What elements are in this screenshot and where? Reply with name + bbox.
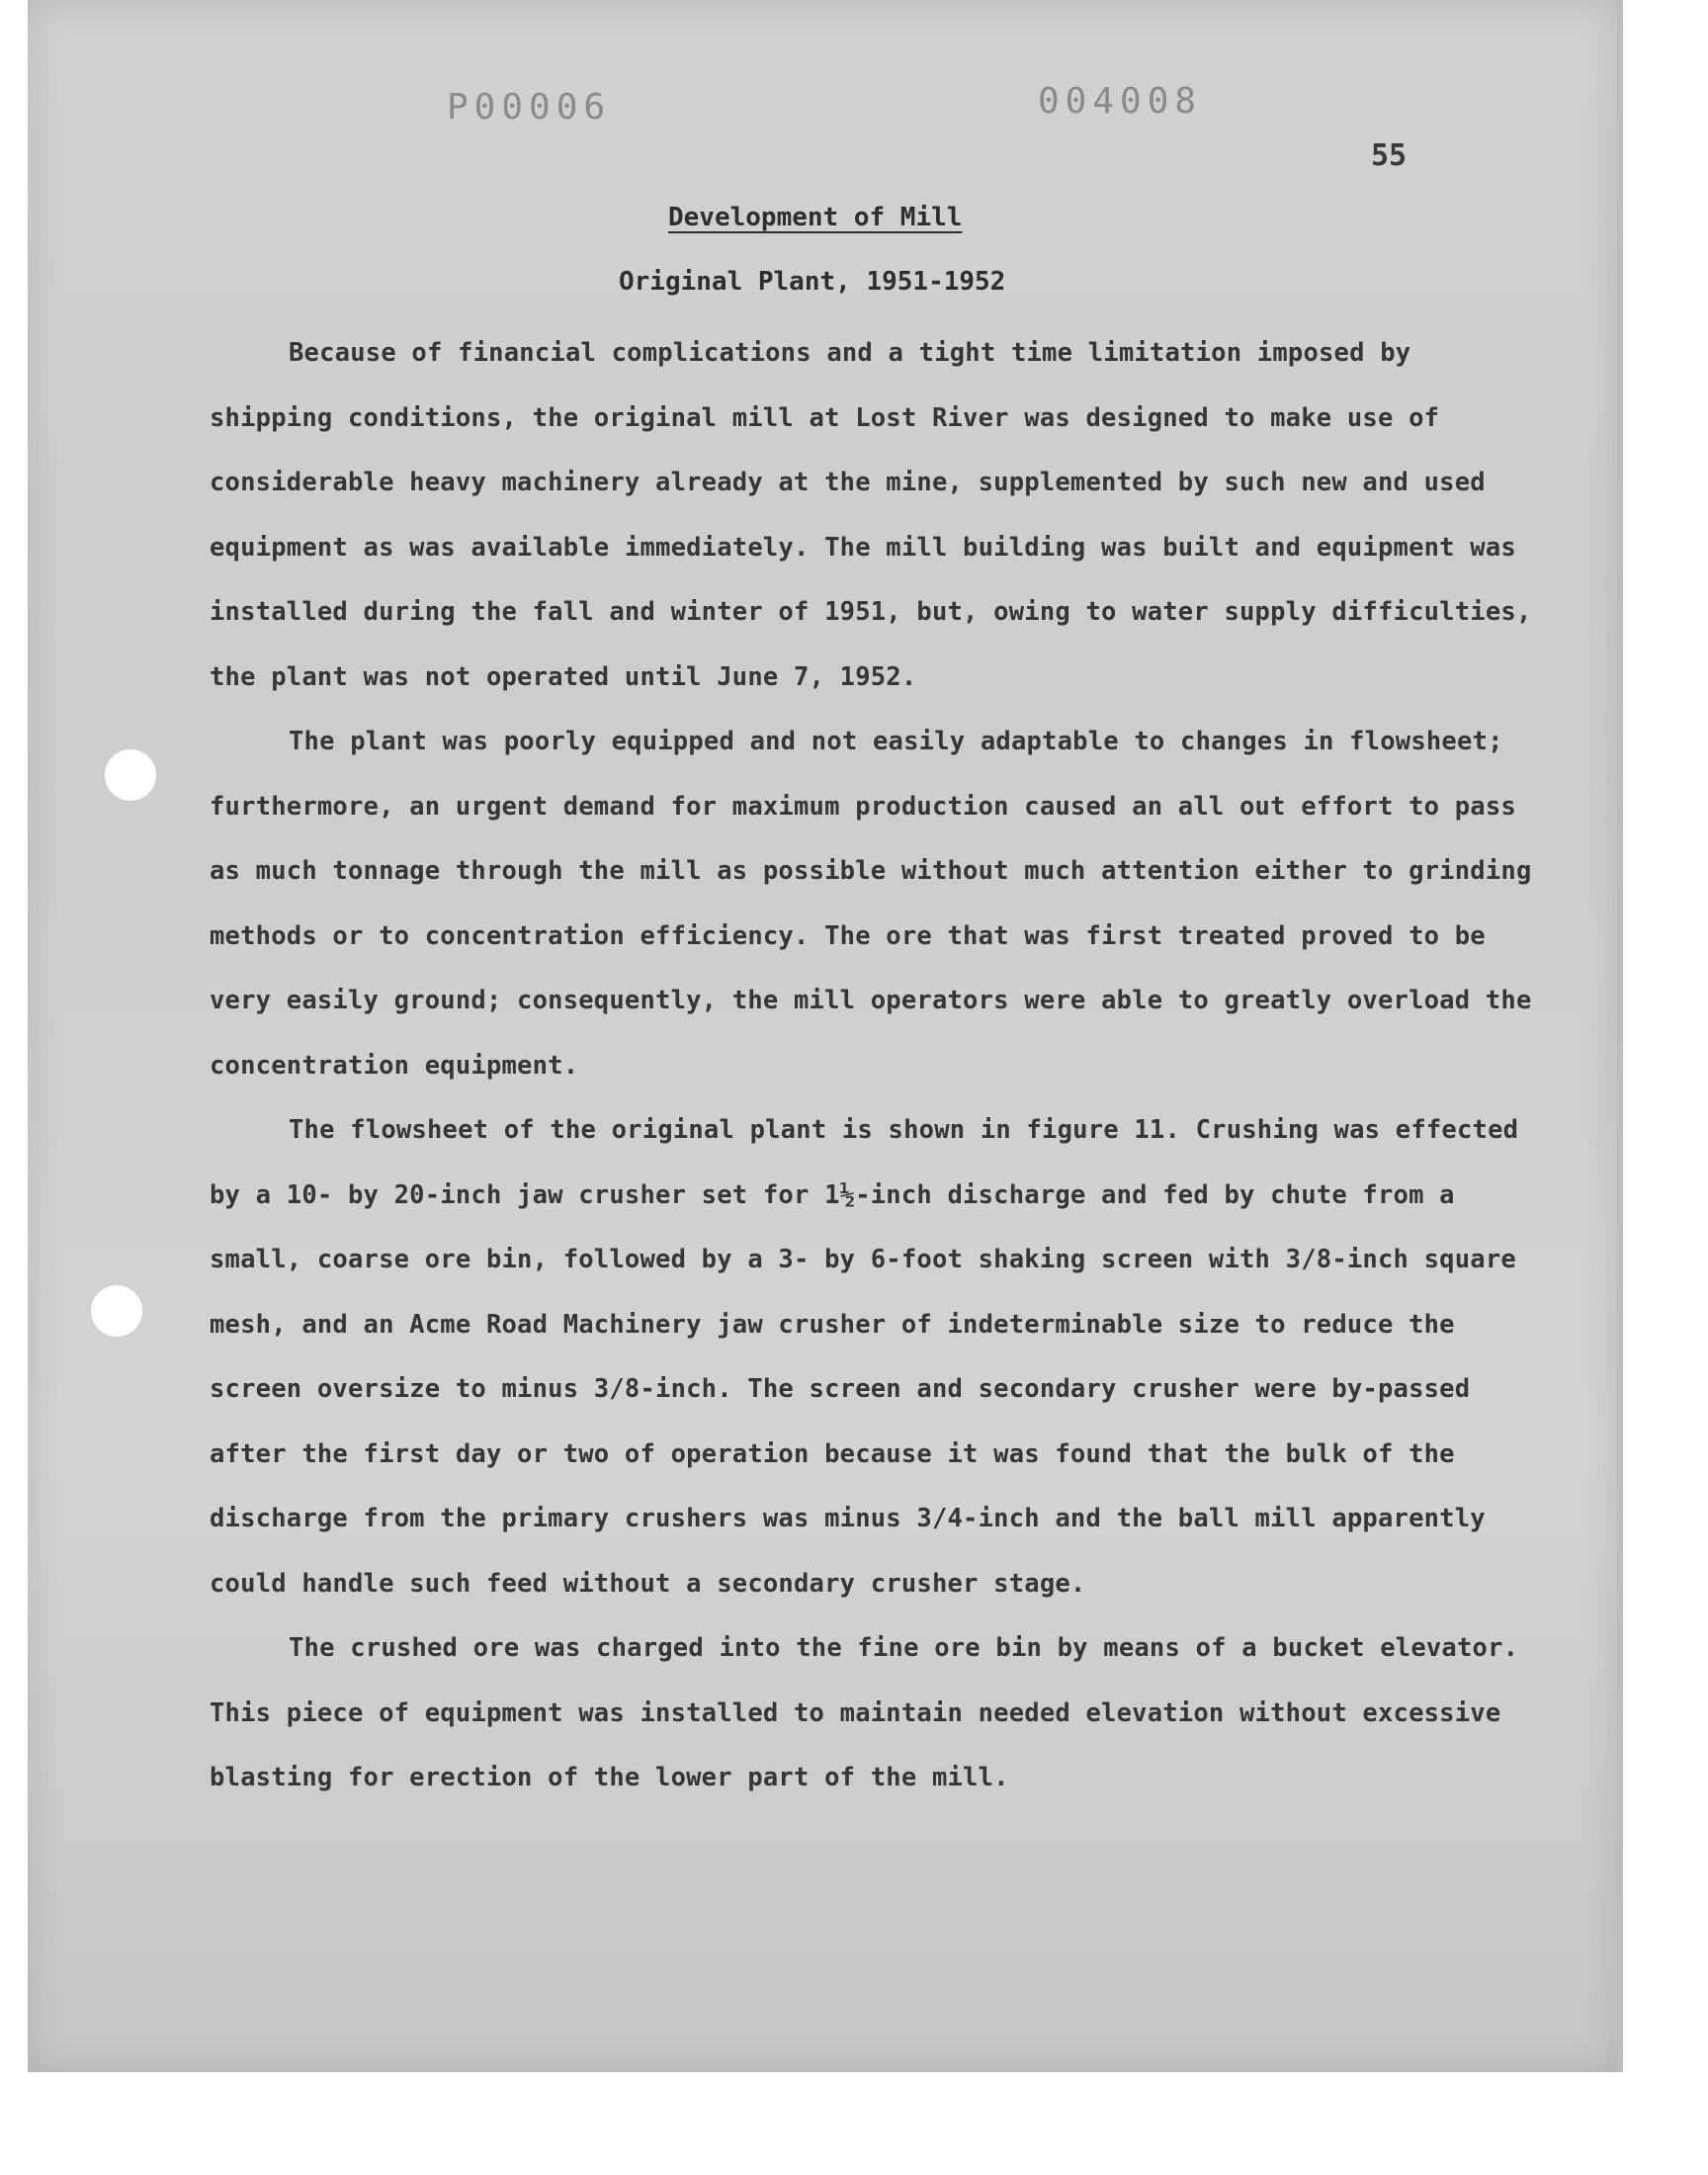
paragraph-1: Because of financial complications and a tight time limitation imposed by shipping conditions, the original mill at Lost River was designed to make use of considerable heavy machinery already at the mine, supplemented by such new and used equipment as was available immediately. The mill building was built and equipment was installed during the fall and winter of 1951, but, owing to water supply difficulties, the plant was not operated until June 7, 1952. <box>210 338 1532 692</box>
punch-hole-upper <box>105 749 156 801</box>
page-title: Development of Mill <box>668 203 963 232</box>
stamp-number-left: P00006 <box>447 87 612 128</box>
paragraph-2: The plant was poorly equipped and not easily adaptable to changes in flowsheet; furthermore, an urgent demand for maximum production caused an all out effort to pass as much tonnage through the mill as possible without much attention either to grinding methods or to concentration efficiency. The ore that was first treated proved to be very easily ground; consequently, the mill operators were able to greatly overload the concentration equipment. <box>210 727 1532 1081</box>
stamp-number-right: 004008 <box>1038 81 1203 122</box>
paragraph-3: The flowsheet of the original plant is shown in figure 11. Crushing was effected by a 10- by 20-inch jaw crusher set for 1½-inch discharge and fed by chute from a small, coarse ore bin, followed by a 3- by 6-foot shaking screen with 3/8-inch square mesh, and an Acme Road Machinery jaw crusher of indeterminable size to reduce the screen oversize to minus 3/8-inch. The screen and secondary crusher were by-passed after the first day or two of operation because it was found that the bulk of the discharge from the primary crushers was minus 3/4-inch and the ball mill apparently could handle such feed without a secondary crusher stage. <box>210 1115 1519 1599</box>
paragraph-4: The crushed ore was charged into the fine ore bin by means of a bucket elevator. This piece of equipment was installed to maintain needed elevation without excessive blasting for erection of the lower part of the mill. <box>210 1633 1519 1792</box>
punch-hole-lower <box>91 1285 142 1337</box>
page-number: 55 <box>1371 138 1408 173</box>
section-subtitle: Original Plant, 1951-1952 <box>619 267 1006 297</box>
body-text <box>210 321 1534 1811</box>
page-edge-shadow <box>1617 0 1623 2072</box>
